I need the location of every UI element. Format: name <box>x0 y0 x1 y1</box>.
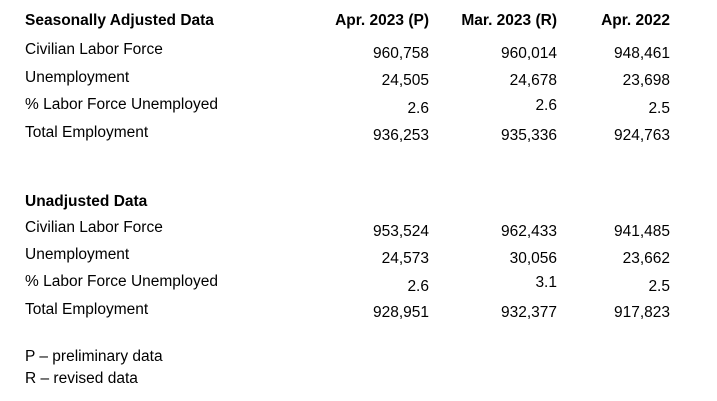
table-row <box>0 124 717 148</box>
row-label: Total Employment <box>25 124 149 141</box>
table-row <box>0 219 717 243</box>
cell-value: 3.1 <box>535 274 557 291</box>
row-label: % Labor Force Unemployed <box>25 273 218 290</box>
cell-value: 928,951 <box>372 304 429 321</box>
cell-value: 960,014 <box>500 45 557 62</box>
cell-value: 932,377 <box>500 304 557 321</box>
cell-value: 941,485 <box>613 223 670 240</box>
seasonally-adjusted-header-row <box>0 12 717 36</box>
cell-value: 2.6 <box>535 97 557 114</box>
table-row <box>0 41 717 65</box>
cell-value: 917,823 <box>613 304 670 321</box>
cell-value: 948,461 <box>613 45 670 62</box>
cell-value: 24,678 <box>509 72 557 89</box>
cell-value: 24,505 <box>381 72 429 89</box>
cell-value: 24,573 <box>381 250 429 267</box>
row-label: Unemployment <box>25 246 130 263</box>
cell-value: 960,758 <box>372 45 429 62</box>
cell-value: 2.5 <box>648 278 670 295</box>
table-row <box>0 69 717 93</box>
column-header-mar-2023: Mar. 2023 (R) <box>461 12 557 29</box>
cell-value: 936,253 <box>372 127 429 144</box>
row-label: Civilian Labor Force <box>25 219 163 236</box>
column-header-apr-2023: Apr. 2023 (P) <box>335 12 429 29</box>
cell-value: 30,056 <box>509 250 557 267</box>
table-row <box>0 273 717 297</box>
column-header-apr-2022: Apr. 2022 <box>601 12 670 29</box>
section-title-unadjusted: Unadjusted Data <box>25 193 148 210</box>
cell-value: 2.6 <box>407 278 429 295</box>
cell-value: 962,433 <box>500 223 557 240</box>
row-label: Unemployment <box>25 69 130 86</box>
cell-value: 924,763 <box>613 127 670 144</box>
cell-value: 2.5 <box>648 100 670 117</box>
section-title-seasonally-adjusted: Seasonally Adjusted Data <box>25 12 214 29</box>
table-row <box>0 301 717 325</box>
note-revised: R – revised data <box>25 370 138 387</box>
row-label: % Labor Force Unemployed <box>25 96 218 113</box>
note-preliminary: P – preliminary data <box>25 348 163 365</box>
table-row <box>0 96 717 120</box>
cell-value: 935,336 <box>500 127 557 144</box>
row-label: Total Employment <box>25 301 149 318</box>
row-label: Civilian Labor Force <box>25 41 163 58</box>
cell-value: 953,524 <box>372 223 429 240</box>
cell-value: 2.6 <box>407 100 429 117</box>
table-row <box>0 246 717 270</box>
cell-value: 23,662 <box>622 250 670 267</box>
unadjusted-header-row <box>0 193 717 217</box>
cell-value: 23,698 <box>622 72 670 89</box>
